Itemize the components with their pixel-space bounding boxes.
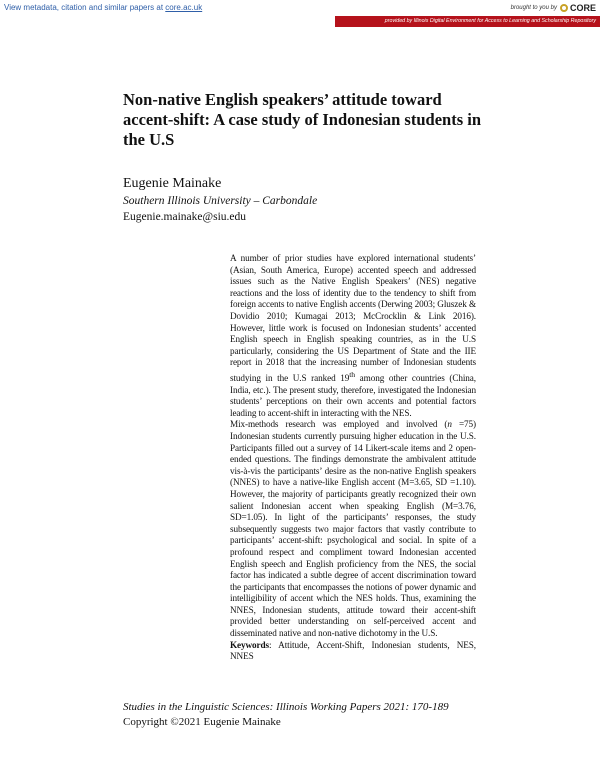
abstract-paragraph-1 <box>230 253 476 419</box>
keywords-list: : Attitude, Accent-Shift, Indonesian students, NES, NNES <box>230 639 476 662</box>
brought-to-you-text: brought to you by <box>510 5 557 11</box>
author-affiliation: Southern Illinois University – Carbondale <box>123 195 318 207</box>
core-metadata-link[interactable] <box>0 2 206 13</box>
core-logo-text: CORE <box>569 3 596 13</box>
core-top-banner <box>0 0 600 16</box>
abstract-p1-text-end: among other countries (China, India, etc.). The present study, therefore, investigated the Indonesian students’ perceptions on their own accents and potential factors leading to accent-shift in interacting with the NES. <box>230 373 476 418</box>
keywords-label: Keywords <box>230 639 270 650</box>
core-logo <box>560 3 596 13</box>
paper-title: Non-native English speakers’ attitude toward accent-shift: A case study of Indonesian students in the U.S <box>123 90 482 149</box>
abstract-p1-text: A number of prior studies have explored international students’ (Asian, South America, Europe) accented speech and addressed issues such as the Native English Speakers’ (NES) negative reactions and the loss of identity due to the tendency to shift from foreign accents to native English accents (Derwing 2003; Gluszek & Dovidio 2010; Kumagai 2013; McCrocklin & Link 2016). However, little work is focused on Indonesian students’ accented English speech in English speaking countries, as in the U.S particularly, considering the US Department of State and the IIE report in 2018 that the increasing number of Indonesian students studying in the U.S ranked 19 <box>230 253 476 383</box>
author-name: Eugenie Mainake <box>123 176 222 191</box>
core-logo-icon <box>560 4 568 12</box>
abstract-p2-text: =75) Indonesian students currently pursuing higher education in the U.S. Participants filled out a survey of 14 Likert-scale items and 2 open-ended questions. The findings demonstrate the ambivalent attitude vis-à-vis the participants’ desire as the non-native English speakers (NNES) to have a native-like English accent (M=3.65, SD =1.10). However, the majority of participants greatly recognized their own salient Indonesian accent when speaking English (M=3.76, SD=1.05). In light of the participants’ responses, the study subsequently suggests two major factors that vastly contribute to participants’ accent-shift: psychological and social. In spite of a profound respect and compliment toward Indonesian accented English speech and English proficiency from the NES, the social factor has indicated a subtle degree of accent discrimination toward the participants that encompasses the notions of power dynamic and intelligibility of accent which the NES holds. Thus, examining the NNES, Indonesian students, attitude toward their accent-shift provided better understanding on self-perceived accent and disseminated native and non-native dichotomy in the U.S. <box>230 419 476 639</box>
copyright-notice: Copyright ©2021 Eugenie Mainake <box>123 716 281 728</box>
author-email: Eugenie.mainake@siu.edu <box>123 211 246 223</box>
abstract-paragraph-2 <box>230 419 476 639</box>
core-brought-by[interactable] <box>511 3 596 13</box>
core-view-text: View metadata, citation and similar papers at <box>4 3 166 12</box>
abstract <box>230 253 476 663</box>
core-link[interactable]: core.ac.uk <box>165 3 203 12</box>
provided-by-bar <box>335 16 600 27</box>
keywords <box>230 640 476 663</box>
abstract-p2-start: Mix-methods research was employed and involved ( <box>230 419 448 430</box>
ordinal-superscript: th <box>349 369 355 379</box>
sample-size-symbol: n <box>447 419 452 430</box>
provided-by-text: provided by Illinois Digital Environment for Access to Learning and Scholarship Repository <box>384 18 596 24</box>
journal-citation: Studies in the Linguistic Sciences: Illinois Working Papers 2021: 170-189 <box>123 701 449 713</box>
